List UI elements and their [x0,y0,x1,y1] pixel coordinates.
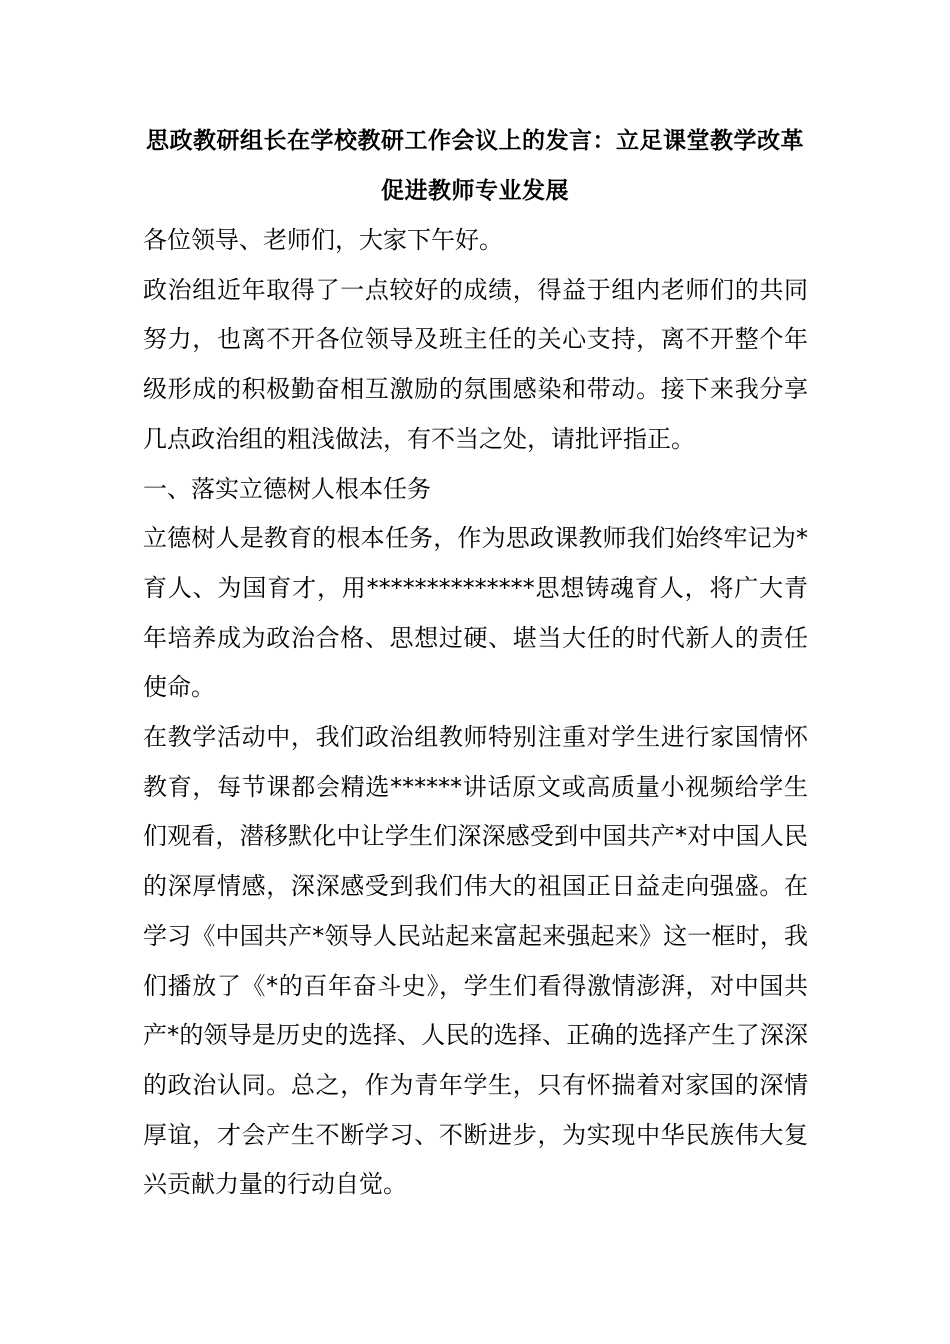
greeting-paragraph: 各位领导、老师们，大家下午好。 [143,226,503,254]
document-body [143,216,808,1210]
body-paragraph: 在教学活动中，我们政治组教师特别注重对学生进行家国情怀教育，每节课都会精选******讲话原文或高质量小视频给学生们观看，潜移默化中让学生们深深感受到中国共产*对中国人民的深厚情感，深深感受到我们伟大的祖国正日益走向强盛。在学习《中国共产*领导人民站起来富起来强起来》这一框时，我们播放了《*的百年奋斗史》，学生们看得激情澎湃，对中国共产*的领导是历史的选择、人民的选择、正确的选择产生了深深的政治认同。总之，作为青年学生，只有怀揣着对家国的深情厚谊，才会产生不断学习、不断进步，为实现中华民族伟大复兴贡献力量的行动自觉。 [143,723,808,1199]
intro-paragraph: 政治组近年取得了一点较好的成绩，得益于组内老师们的共同努力，也离不开各位领导及班主任的关心支持，离不开整个年级形成的积极勤奋相互激励的氛围感染和带动。接下来我分享几点政治组的粗浅做法，有不当之处，请批评指正。 [143,275,808,453]
body-paragraph: 立德树人是教育的根本任务，作为思政课教师我们始终牢记为*育人、为国育才，用**************思想铸魂育人，将广大青年培养成为政治合格、思想过硬、堪当大任的时代新人的责任使命。 [143,524,808,702]
document-title: 思政教研组长在学校教研工作会议上的发言：立足课堂教学改革促进教师专业发展 [146,128,804,204]
section-heading: 一、落实立德树人根本任务 [143,474,431,503]
